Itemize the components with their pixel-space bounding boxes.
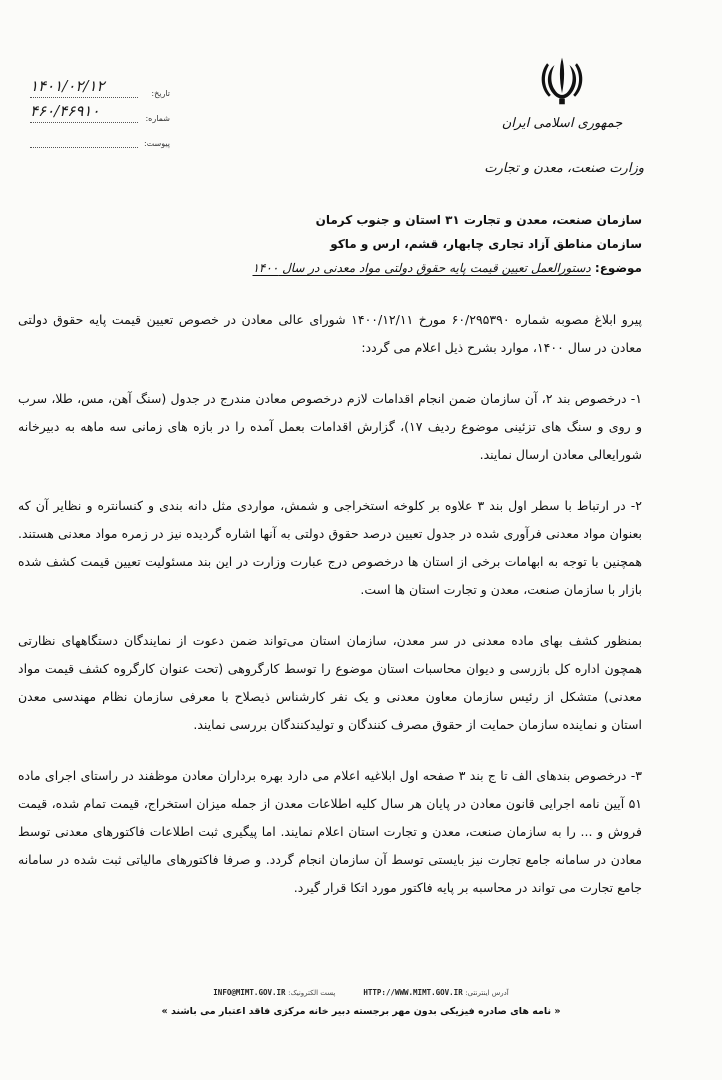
attachment-row [30, 126, 170, 148]
footer-contacts [0, 988, 722, 997]
number-value: ۴۶۰/۴۶۹۱۰ [30, 102, 138, 123]
attachment-value [30, 127, 138, 148]
email-block [213, 988, 335, 997]
recipient-line: سازمان صنعت، معدن و تجارت ۳۱ استان و جنوب کرمان [315, 213, 642, 227]
validity-notice: « نامه های صادره فیزیکی بدون مهر برجسته دبیر خانه مرکزی فاقد اعتبار می باشند » [161, 1006, 561, 1017]
subject-text: دستورالعمل تعیین قیمت پایه حقوق دولتی مواد معدنی در سال ۱۴۰۰ [252, 261, 591, 275]
letter-meta [30, 76, 170, 151]
iran-emblem-icon [534, 52, 590, 108]
attachment-label: پیوست: [143, 139, 170, 148]
paragraph-item-2: ۲- در ارتباط با سطر اول بند ۳ علاوه بر کلوخه استخراجی و شمش، مواردی مثل دانه بندی و کنسانتره و نظایر آن که بعنوان مواد معدنی فرآوری شده در جدول تعیین درصد حقوق دولتی به آنها اشاره گردیده نیز در زمره مواد معدنی هستند. همچنین با توجه به ابهامات برخی از استان ها درخصوص درج عبارت وزارت در این بند مسئولیت تعیین قیمت کشف شده بازار با سازمان صنعت، معدن و تجارت استان ها است. [18, 498, 642, 597]
subject-label: موضوع: [594, 261, 642, 275]
website-label: آدرس اینترنتی: [465, 989, 509, 997]
website-block [363, 988, 508, 997]
website-link[interactable]: HTTP://WWW.MIMT.GOV.IR [363, 988, 463, 997]
letter-footer [0, 988, 722, 1017]
number-row [30, 101, 170, 123]
date-value: ۱۴۰۱/۰۲/۱۲ [30, 77, 138, 98]
subject-line [82, 256, 642, 280]
letterhead [492, 52, 632, 131]
recipients-block [82, 208, 642, 280]
paragraph-item-3: ۳- درخصوص بندهای الف تا ج بند ۳ صفحه اول ابلاغیه اعلام می دارد بهره برداران معادن موظفند در راستای اجرای ماده ۵۱ آیین نامه اجرایی قانون معادن در پایان هر سال کلیه اطلاعات معدن از جمله میزان استخراج، قیمت تمام شده، قیمت فروش و ... را به سازمان صنعت، معدن و تجارت استان اعلام نمایند. اما پیگیری ثبت اطلاعات فاکتورهای معدنی توسط معادن در سامانه جامع تجارت نیز بایستی توسط آن سازمان انجام گردد. و صرفا فاکتورهای مالیاتی ثبت شده در سامانه جامع تجارت می تواند در محاسبه بر پایه فاکتور مورد اتکا قرار گیرد. [18, 768, 642, 895]
letter-body [18, 306, 642, 922]
number-label: شماره: [145, 114, 170, 123]
paragraph-item-1: ۱- درخصوص بند ۲، آن سازمان ضمن انجام اقدامات لازم درخصوص معادن مندرج در جدول (سنگ آهن، مس، طلا، سرب و روی و سنگ های تزئینی موضوع ردیف ۱۷)، گزارش اقدامات بعمل آمده را در بازه های زمانی سه ماهه به دبیرخانه شورایعالی معادن ارسال نمایند. [18, 391, 643, 462]
email-link[interactable]: INFO@MIMT.GOV.IR [213, 988, 286, 997]
paragraph-intro: پیرو ابلاغ مصوبه شماره ۶۰/۲۹۵۳۹۰ مورخ ۱۴۰۰/۱۲/۱۱ شورای عالی معادن در خصوص تعیین قیمت پایه حقوق دولتی معادن در سال ۱۴۰۰، موارد بشرح ذیل اعلام می گردد: [18, 312, 642, 355]
republic-title: جمهوری اسلامی ایران [501, 116, 623, 131]
date-row [30, 76, 170, 98]
paragraph-price-committee: بمنظور کشف بهای ماده معدنی در سر معدن، سازمان استان می‌تواند ضمن دعوت از نمایندگان دستگاههای نظارتی همچون اداره کل بازرسی و دیوان محاسبات استان موضوع را توسط کارگروهی (تحت عنوان کارگروه کشف قیمت مواد معدنی) متشکل از رئیس سازمان معاون معدنی و یک نفر کارشناس ذیصلاح با معرفی سازمان نظام مهندسی معدن استان و نماینده سازمان حمایت از حقوق مصرف کنندگان و تولیدکنندگان بررسی نمایند. [18, 633, 642, 732]
date-label: تاریخ: [151, 89, 170, 98]
recipient-line: سازمان مناطق آزاد تجاری چابهار، قشم، ارس و ماکو [330, 237, 642, 251]
ministry-title: وزارت صنعت، معدن و تجارت [484, 161, 644, 176]
email-label: پست الکترونیک: [288, 989, 336, 997]
